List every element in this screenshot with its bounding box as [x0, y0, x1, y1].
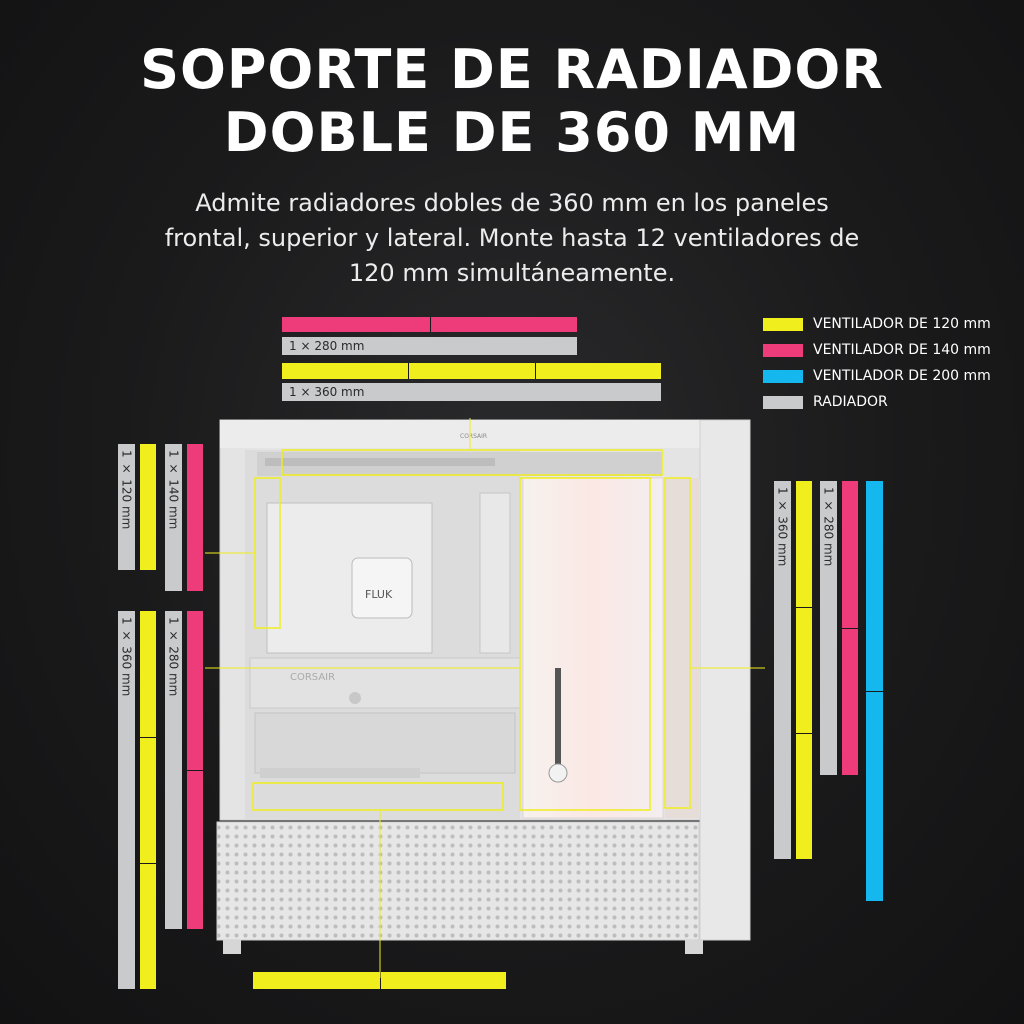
subtitle-line-3: 120 mm simultáneamente. — [348, 259, 676, 287]
right-fan-200-a — [866, 481, 883, 691]
right-fan-120-c — [796, 733, 812, 859]
left-fan-120 — [140, 444, 156, 570]
left-fan-140-a — [187, 611, 203, 770]
left-radiator-120 — [118, 444, 135, 570]
top-fan-120-2 — [408, 363, 535, 379]
subtitle-line-2: frontal, superior y lateral. Monte hasta 12 ventiladores de — [164, 224, 860, 252]
case-brand-top: CORSAIR — [460, 433, 488, 440]
top-fan-140-1 — [282, 317, 430, 332]
left-radiator-280 — [165, 611, 182, 929]
right-radiator-360-label: 1 × 360 mm — [775, 487, 790, 567]
legend-label: RADIADOR — [813, 394, 888, 410]
legend-swatch-yellow — [763, 318, 803, 331]
legend-label: VENTILADOR DE 120 mm — [813, 316, 991, 332]
right-fan-120-a — [796, 481, 812, 607]
legend-swatch-blue — [763, 370, 803, 383]
legend-swatch-gray — [763, 396, 803, 409]
subtitle — [100, 186, 924, 291]
legend-swatch-pink — [763, 344, 803, 357]
left-radiator-140 — [165, 444, 182, 591]
top-fan-120-1 — [282, 363, 408, 379]
top-radiator-280: 1 × 280 mm — [282, 337, 577, 355]
left-fan-120-c — [140, 863, 156, 989]
top-radiator-360: 1 × 360 mm — [282, 383, 661, 401]
right-radiator-280 — [820, 481, 837, 775]
left-fan-140-b — [187, 770, 203, 929]
title-line-2: DOBLE DE 360 MM — [223, 101, 801, 164]
right-radiator-280-label: 1 × 280 mm — [821, 487, 836, 567]
left-radiator-140-label: 1 × 140 mm — [166, 450, 181, 530]
title-line-1: SOPORTE DE RADIADOR — [140, 38, 884, 101]
right-radiator-360 — [774, 481, 791, 859]
right-fan-140-b — [842, 628, 858, 775]
top-fan-140-2 — [430, 317, 577, 332]
bottom-mesh — [217, 822, 699, 940]
pc-case-illustration — [205, 418, 765, 978]
left-fan-120-b — [140, 737, 156, 863]
left-radiator-280-label: 1 × 280 mm — [166, 617, 181, 697]
left-radiator-360 — [118, 611, 135, 989]
legend-label: VENTILADOR DE 200 mm — [813, 368, 991, 384]
case-brand-mid: CORSAIR — [290, 672, 336, 683]
left-radiator-360-label: 1 × 360 mm — [119, 617, 134, 697]
right-fan-120-b — [796, 607, 812, 733]
right-fan-140-a — [842, 481, 858, 628]
chip-text: FLUK — [365, 588, 393, 601]
legend-label: VENTILADOR DE 140 mm — [813, 342, 991, 358]
right-fan-200-b — [866, 691, 883, 901]
left-radiator-120-label: 1 × 120 mm — [119, 450, 134, 530]
subtitle-line-1: Admite radiadores dobles de 360 mm en los paneles — [195, 189, 829, 217]
glass-panel — [523, 478, 663, 818]
top-fan-120-3 — [535, 363, 661, 379]
left-fan-140 — [187, 444, 203, 591]
page-title — [0, 38, 1024, 164]
left-fan-120-a — [140, 611, 156, 737]
